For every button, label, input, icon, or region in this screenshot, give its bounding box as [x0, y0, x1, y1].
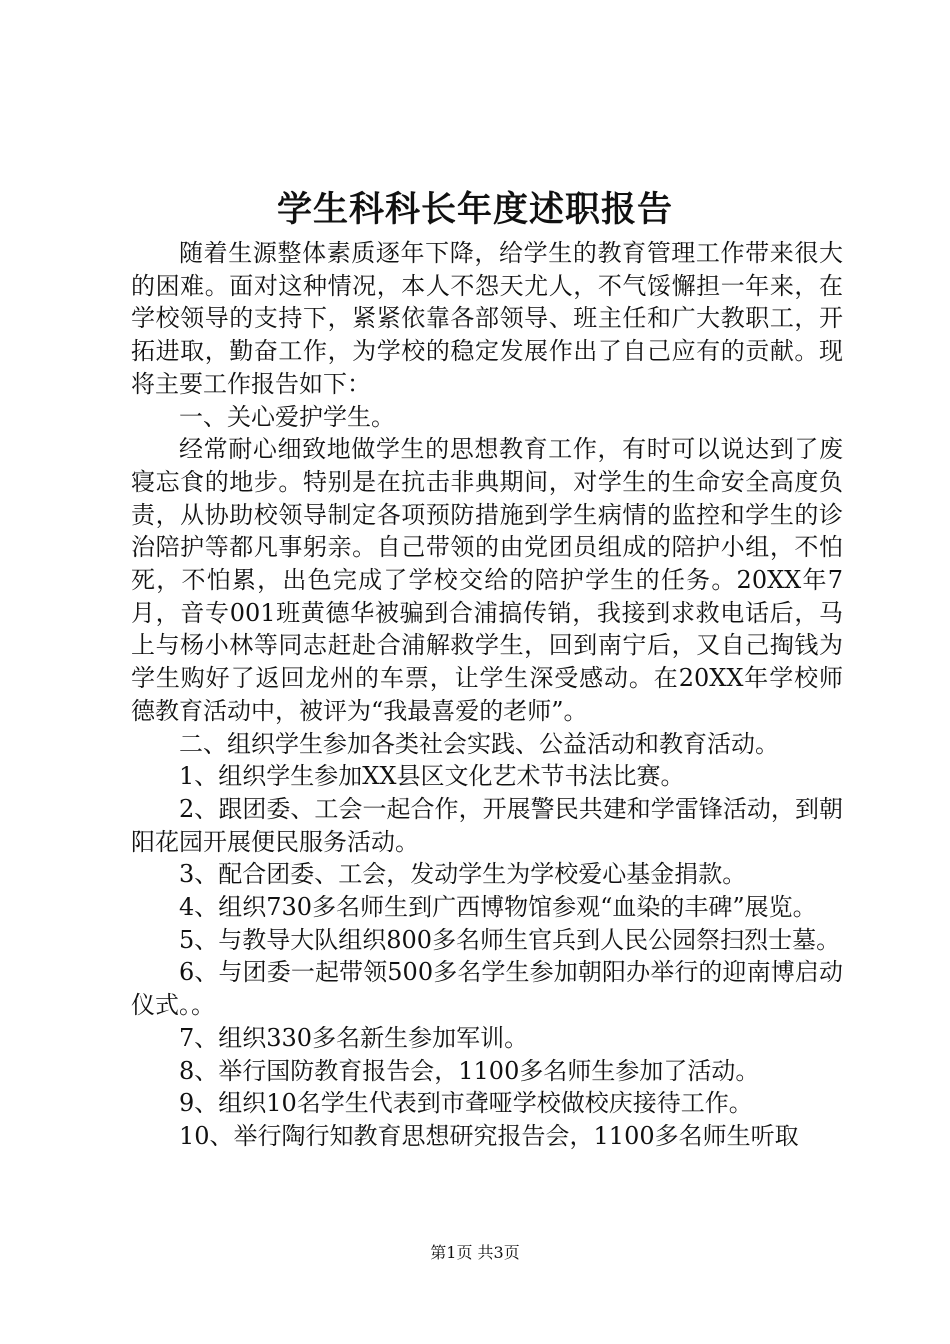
section-heading-1: 一、关心爱护学生。	[179, 402, 395, 431]
list-item-6: 6、与团委一起带领500多名学生参加朝阳办举行的迎南博启动仪式。。	[131, 958, 843, 1020]
page-footer: 第1页 共3页	[430, 1243, 520, 1262]
section-heading-2: 二、组织学生参加各类社会实践、公益活动和教育活动。	[179, 729, 779, 758]
list-item-7: 7、组织330多名新生参加军训。	[179, 1023, 529, 1052]
list-item-1: 1、组织学生参加XX县区文化艺术节书法比赛。	[179, 762, 685, 791]
list-item-5: 5、与教导大队组织800多名师生官兵到人民公园祭扫烈士墓。	[179, 925, 841, 954]
list-item-8: 8、举行国防教育报告会，1100多名师生参加了活动。	[179, 1056, 760, 1085]
document-body	[131, 237, 843, 1153]
document-title: 学生科科长年度述职报告	[276, 190, 673, 230]
list-item-3: 3、配合团委、工会，发动学生为学校爱心基金捐款。	[179, 860, 747, 889]
list-item-10: 10、举行陶行知教育思想研究报告会，1100多名师生听取	[179, 1121, 799, 1150]
paragraph-care: 经常耐心细致地做学生的思想教育工作，有时可以说达到了废寝忘食的地步。特别是在抗击非典期间，对学生的生命安全高度负责，从协助校领导制定各项预防措施到学生病情的监控和学生的诊治陪护等都凡事躬亲。自己带领的由党团员组成的陪护小组，不怕死，不怕累，出色完成了学校交给的陪护学生的任务。20XX年7月，音专001班黄德华被骗到合浦搞传销，我接到求救电话后，马上与杨小林等同志赶赴合浦解救学生，回到南宁后，又自己掏钱为学生购好了返回龙州的车票，让学生深受感动。在20XX年学校师德教育活动中，被评为“我最喜爱的老师”。	[131, 435, 843, 725]
list-item-4: 4、组织730多名师生到广西博物馆参观“血染的丰碑”展览。	[179, 893, 817, 922]
list-item-2: 2、跟团委、工会一起合作，开展警民共建和学雷锋活动，到朝阳花园开展便民服务活动。	[131, 794, 843, 856]
list-item-9: 9、组织10名学生代表到市聋哑学校做校庆接待工作。	[179, 1089, 753, 1118]
paragraph-intro: 随着生源整体素质逐年下降，给学生的教育管理工作带来很大的困难。面对这种情况，本人不怨天尤人，不气馁懈担一年来，在学校领导的支持下，紧紧依靠各部领导、班主任和广大教职工，开拓进取，勤奋工作，为学校的稳定发展作出了自己应有的贡献。现将主要工作报告如下：	[131, 239, 843, 398]
